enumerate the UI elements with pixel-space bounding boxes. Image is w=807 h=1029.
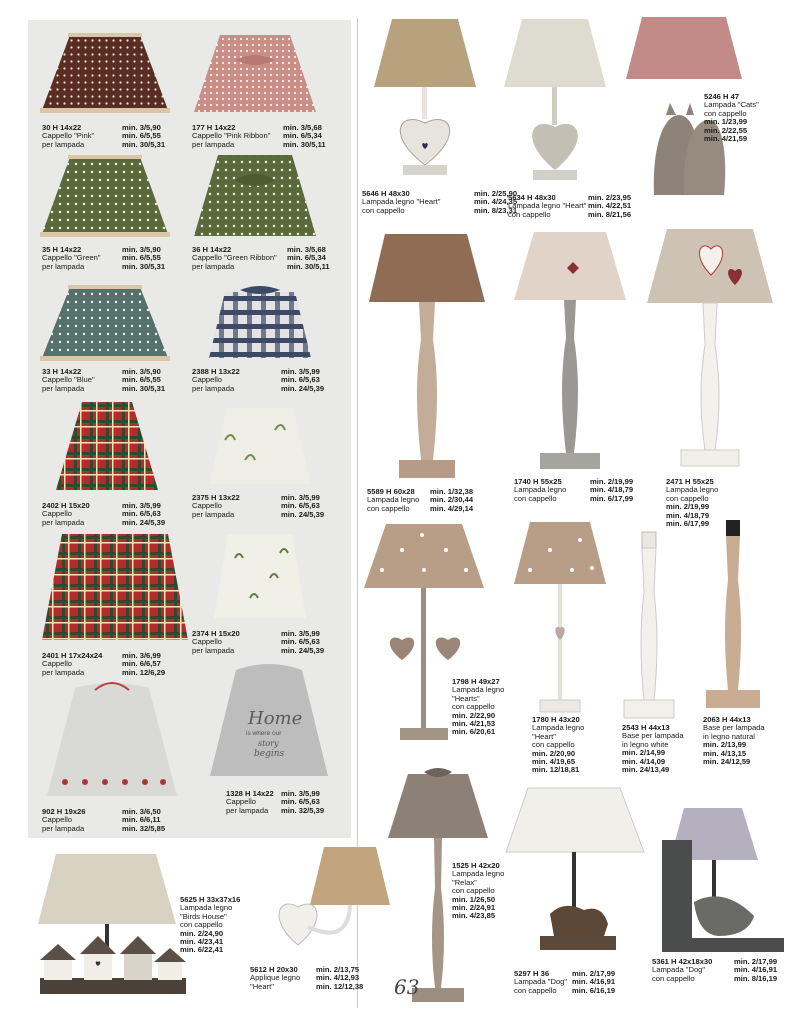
product-price: min. 4/12,93 xyxy=(316,973,360,983)
product-description-line: "Heart" xyxy=(532,731,556,741)
product-code: 2471 H 55x25 xyxy=(666,477,714,486)
product-price: min. 2/22,90 xyxy=(452,710,496,720)
product-price: min. 6/17,99 xyxy=(666,519,710,529)
product-prices-33 xyxy=(122,368,165,393)
product-caption-1780 xyxy=(532,716,584,775)
product-price: min. 2/19,99 xyxy=(666,502,710,512)
page-number: 63 xyxy=(394,975,420,999)
lamp-image-5361 xyxy=(658,806,794,956)
product-prices-5612 xyxy=(316,966,363,991)
product-price: min. 1/26,50 xyxy=(452,894,496,904)
product-prices-2374 xyxy=(281,630,324,655)
product-description-line: con cappello xyxy=(532,740,575,750)
product-price: min. 2/30,44 xyxy=(430,495,474,505)
product-code: 177 H 14x22 xyxy=(192,123,236,132)
lamp-image-5646 xyxy=(370,15,480,187)
product-price: min. 8/23,31 xyxy=(474,205,518,215)
product-description-line: "Hearts" xyxy=(452,693,480,703)
product-description-line: Lampada legno xyxy=(180,903,233,913)
product-price: min. 30/5,31 xyxy=(122,139,166,149)
product-price: min. 6/5,34 xyxy=(283,131,322,141)
product-caption-33 xyxy=(42,368,95,393)
shade-image-902 xyxy=(45,678,179,802)
product-caption-1328 xyxy=(226,790,274,815)
product-description-line: con cappello xyxy=(508,209,551,219)
product-description-line: Lampada legno xyxy=(452,685,505,695)
product-price: min. 2/24,91 xyxy=(452,903,496,913)
product-price: min. 8/21,56 xyxy=(588,209,632,219)
lamp-image-5634 xyxy=(500,15,610,187)
product-price: min. 2/22,55 xyxy=(704,125,748,135)
lamp-image-1780 xyxy=(510,520,610,718)
product-description-line: "Heart" xyxy=(250,981,274,991)
product-price: min. 2/13,99 xyxy=(703,740,747,750)
product-price: min. 2/19,99 xyxy=(590,477,634,486)
product-description-line: Lampada legno xyxy=(367,495,420,505)
product-price: min. 1/23,99 xyxy=(704,117,748,127)
product-prices-35 xyxy=(122,246,165,271)
product-description-line: con cappello xyxy=(514,985,557,995)
product-price: min. 6/5,63 xyxy=(122,509,161,519)
product-code: 902 H 19x26 xyxy=(42,807,86,816)
product-code: 2543 H 44x13 xyxy=(622,723,670,732)
product-description-line: per lampada xyxy=(42,383,85,393)
product-prices-5589 xyxy=(430,488,473,513)
product-price: min. 4/29,14 xyxy=(430,503,474,513)
product-price: min. 24/5,39 xyxy=(122,517,166,527)
product-caption-1798 xyxy=(452,678,504,737)
product-description-line: Base per lampada xyxy=(622,731,684,741)
product-description-line: con cappello xyxy=(180,920,223,930)
product-caption-2543 xyxy=(622,724,684,774)
product-code: 5589 H 60x28 xyxy=(367,487,415,496)
product-code: 2375 H 13x22 xyxy=(192,493,240,502)
product-prices-177 xyxy=(283,124,326,149)
product-price: min. 6/5,63 xyxy=(281,637,320,647)
product-price: min. 3/5,90 xyxy=(122,123,161,132)
product-caption-2471 xyxy=(666,478,718,528)
shade-image-35 xyxy=(40,152,170,242)
product-description-line: in legno natural xyxy=(703,731,755,741)
product-code: 1525 H 42x20 xyxy=(452,861,500,870)
product-description-line: Base per lampada xyxy=(703,723,765,733)
product-code: 2374 H 15x20 xyxy=(192,629,240,638)
product-price: min. 32/5,39 xyxy=(281,805,325,815)
product-price: min. 24/13,49 xyxy=(622,765,670,775)
product-prices-1328 xyxy=(281,790,324,815)
lamp-image-2063 xyxy=(702,520,764,712)
product-description-line: Lampada "Cats" xyxy=(704,100,759,110)
product-description-line: Cappello xyxy=(42,815,72,825)
product-description-line: con cappello xyxy=(367,503,410,513)
product-price: min. 6/5,55 xyxy=(122,131,161,141)
product-caption-1740 xyxy=(514,478,566,503)
shade-image-2388 xyxy=(205,282,315,366)
product-price: min. 12/6,29 xyxy=(122,667,166,677)
product-code: 1328 H 14x22 xyxy=(226,789,274,798)
product-price: min. 6/6,57 xyxy=(122,659,161,669)
product-description-line: con cappello xyxy=(362,205,405,215)
product-price: min. 3/5,90 xyxy=(122,367,161,376)
product-code: 2388 H 13x22 xyxy=(192,367,240,376)
product-caption-5612 xyxy=(250,966,300,991)
product-caption-5589 xyxy=(367,488,419,513)
product-description-line: Cappello "Pink" xyxy=(42,131,95,141)
shade-image-177 xyxy=(190,30,320,120)
home-text-line1: is where our xyxy=(246,730,282,737)
product-description-line: per lampada xyxy=(192,383,235,393)
shade-image-2401 xyxy=(40,530,190,648)
product-description-line: per lampada xyxy=(192,261,235,271)
product-price: min. 4/18,79 xyxy=(666,510,710,520)
product-caption-5297 xyxy=(514,970,567,995)
product-description-line: con cappello xyxy=(452,702,495,712)
product-price: min. 2/14,99 xyxy=(622,748,666,758)
product-code: 1740 H 55x25 xyxy=(514,477,562,486)
shade-image-33 xyxy=(40,282,170,366)
product-price: min. 4/13,15 xyxy=(703,748,747,758)
product-description-line: Applique legno xyxy=(250,973,301,983)
product-description-line: per lampada xyxy=(42,139,85,149)
product-description-line: con cappello xyxy=(666,493,709,503)
product-price: min. 4/14,09 xyxy=(622,756,666,766)
product-caption-2388 xyxy=(192,368,240,393)
product-price: min. 4/16,91 xyxy=(572,977,616,987)
product-caption-36 xyxy=(192,246,277,271)
product-price: min. 6/6,11 xyxy=(122,815,161,825)
product-code: 36 H 14x22 xyxy=(192,245,232,254)
product-caption-2374 xyxy=(192,630,240,655)
product-price: min. 30/5,31 xyxy=(122,261,166,271)
product-description-line: Cappello xyxy=(192,501,222,511)
product-price: min. 3/6,99 xyxy=(122,651,161,660)
product-price: min. 2/17,99 xyxy=(572,969,616,978)
product-code: 2401 H 17x24x24 xyxy=(42,651,103,660)
product-price: min. 6/16,19 xyxy=(572,985,616,995)
shade-image-2402 xyxy=(52,398,162,498)
product-price: min. 24/5,39 xyxy=(281,383,325,393)
product-caption-5246 xyxy=(704,93,759,143)
product-price: min. 4/21,59 xyxy=(704,134,748,144)
product-price: min. 6/22,41 xyxy=(180,945,224,955)
product-description-line: Cappello xyxy=(192,637,222,647)
product-description-line: con cappello xyxy=(514,493,557,503)
product-description-line: Cappello "Blue" xyxy=(42,375,95,385)
product-price: min. 4/19,65 xyxy=(532,757,576,767)
product-caption-5634 xyxy=(508,194,586,219)
product-description-line: per lampada xyxy=(192,139,235,149)
product-price: min. 6/5,55 xyxy=(122,375,161,385)
product-caption-2063 xyxy=(703,716,765,766)
product-description-line: per lampada xyxy=(42,823,85,833)
product-description-line: Lampada legno xyxy=(666,485,719,495)
product-price: min. 6/5,63 xyxy=(281,797,320,807)
product-caption-2401 xyxy=(42,652,102,677)
product-price: min. 3/5,68 xyxy=(283,123,322,132)
product-description-line: Lampada legno "Heart" xyxy=(362,197,441,207)
product-price: min. 4/16,91 xyxy=(734,965,778,975)
product-price: min. 12/18,81 xyxy=(532,765,580,775)
product-description-line: Cappello xyxy=(192,375,222,385)
shade-image-1328 xyxy=(208,660,330,782)
product-price: min. 24/12,59 xyxy=(703,757,751,767)
product-description-line: Cappello "Green Ribbon" xyxy=(192,253,277,263)
product-code: 5634 H 48x30 xyxy=(508,193,556,202)
product-price: min. 6/5,63 xyxy=(281,501,320,511)
product-price: min. 6/20,61 xyxy=(452,727,496,737)
product-caption-2375 xyxy=(192,494,240,519)
lamp-image-5297 xyxy=(504,784,648,964)
product-description-line: in legno white xyxy=(622,739,669,749)
product-price: min. 6/17,99 xyxy=(590,493,634,503)
product-description-line: Cappello "Green" xyxy=(42,253,101,263)
product-price: min. 3/5,68 xyxy=(287,245,326,254)
home-text-line2: story xyxy=(258,739,279,748)
product-description-line: Lampada "Dog" xyxy=(652,965,706,975)
product-description-line: Lampada legno xyxy=(532,723,585,733)
product-prices-30 xyxy=(122,124,165,149)
lamp-image-2543 xyxy=(620,532,678,722)
product-price: min. 2/25,90 xyxy=(474,189,518,198)
product-code: 5612 H 20x30 xyxy=(250,965,298,974)
product-caption-5646 xyxy=(362,190,440,215)
product-code: 1798 H 49x27 xyxy=(452,677,500,686)
product-prices-2401 xyxy=(122,652,165,677)
product-code: 5361 H 42x18x30 xyxy=(652,957,713,966)
product-price: min. 4/22,51 xyxy=(588,201,632,211)
product-caption-35 xyxy=(42,246,101,271)
product-price: min. 3/5,99 xyxy=(281,493,320,502)
shade-image-30 xyxy=(40,30,170,120)
product-description-line: per lampada xyxy=(42,517,85,527)
product-code: 30 H 14x22 xyxy=(42,123,82,132)
product-description-line: per lampada xyxy=(192,645,235,655)
product-prices-5634 xyxy=(588,194,631,219)
product-description-line: con cappello xyxy=(452,886,495,896)
product-price: min. 4/24,35 xyxy=(474,197,518,207)
shade-image-2375 xyxy=(205,400,315,490)
product-caption-5625 xyxy=(180,896,240,955)
product-caption-30 xyxy=(42,124,94,149)
product-caption-5361 xyxy=(652,958,712,983)
shade-image-36 xyxy=(190,150,320,242)
product-price: min. 6/5,34 xyxy=(287,253,326,263)
product-caption-1525 xyxy=(452,862,504,921)
product-code: 5625 H 33x37x16 xyxy=(180,895,241,904)
product-prices-1740 xyxy=(590,478,633,503)
product-caption-2402 xyxy=(42,502,90,527)
product-description-line: "Relax" xyxy=(452,877,477,887)
product-description-line: Lampada legno xyxy=(452,869,505,879)
product-price: min. 32/5,85 xyxy=(122,823,166,833)
product-price: min. 3/5,99 xyxy=(281,367,320,376)
product-description-line: per lampada xyxy=(42,261,85,271)
product-price: min. 8/16,19 xyxy=(734,973,778,983)
product-description-line: con cappello xyxy=(652,973,695,983)
product-price: min. 3/5,99 xyxy=(281,629,320,638)
product-prices-5297 xyxy=(572,970,615,995)
product-price: min. 2/13,75 xyxy=(316,965,360,974)
product-price: min. 30/5,11 xyxy=(287,261,330,271)
product-price: min. 3/5,99 xyxy=(122,501,161,510)
product-price: min. 30/5,11 xyxy=(283,139,326,149)
product-code: 5646 H 48x30 xyxy=(362,189,410,198)
lamp-image-5589 xyxy=(367,230,487,485)
product-description-line: Cappello "Pink Ribbon" xyxy=(192,131,271,141)
product-price: min. 4/23,85 xyxy=(452,911,496,921)
product-price: min. 2/20,90 xyxy=(532,748,576,758)
product-price: min. 24/5,39 xyxy=(281,509,325,519)
product-price: min. 1/32,38 xyxy=(430,487,474,496)
product-prices-5361 xyxy=(734,958,777,983)
product-description-line: Cappello xyxy=(42,659,72,669)
product-description-line: Lampada legno "Heart" xyxy=(508,201,587,211)
lamp-image-2471 xyxy=(645,225,775,475)
product-code: 1780 H 43x20 xyxy=(532,715,580,724)
product-prices-2388 xyxy=(281,368,324,393)
product-code: 2063 H 44x13 xyxy=(703,715,751,724)
product-price: min. 24/5,39 xyxy=(281,645,325,655)
product-price: min. 2/17,99 xyxy=(734,957,778,966)
product-description-line: Lampada "Dog" xyxy=(514,977,568,987)
product-price: min. 4/21,53 xyxy=(452,719,496,729)
product-price: min. 3/5,90 xyxy=(122,245,161,254)
product-price: min. 4/18,79 xyxy=(590,485,634,495)
product-price: min. 6/5,55 xyxy=(122,253,161,263)
product-code: 35 H 14x22 xyxy=(42,245,82,254)
product-prices-2402 xyxy=(122,502,165,527)
product-description-line: per lampada xyxy=(42,667,85,677)
product-prices-2375 xyxy=(281,494,324,519)
product-caption-902 xyxy=(42,808,86,833)
product-prices-36 xyxy=(287,246,330,271)
product-price: min. 4/23,41 xyxy=(180,937,224,947)
product-price: min. 6/5,63 xyxy=(281,375,320,385)
product-description-line: per lampada xyxy=(192,509,235,519)
home-text-big: Home xyxy=(248,708,303,729)
lamp-image-1740 xyxy=(512,228,628,478)
product-description-line: Cappello xyxy=(226,797,256,807)
product-description-line: per lampada xyxy=(226,805,269,815)
product-description-line: Cappello xyxy=(42,509,72,519)
product-caption-177 xyxy=(192,124,270,149)
lamp-image-5612 xyxy=(268,845,394,955)
product-description-line: Lampada legno xyxy=(514,485,567,495)
product-price: min. 12/12,38 xyxy=(316,981,364,991)
product-price: min. 2/23,95 xyxy=(588,193,632,202)
product-price: min. 2/24,90 xyxy=(180,928,224,938)
product-code: 5246 H 47 xyxy=(704,92,740,101)
product-description-line: con cappello xyxy=(704,108,747,118)
product-price: min. 3/6,50 xyxy=(122,807,161,816)
product-prices-902 xyxy=(122,808,165,833)
product-price: min. 3/5,99 xyxy=(281,789,320,798)
product-code: 2402 H 15x20 xyxy=(42,501,90,510)
lamp-image-5625 xyxy=(36,850,186,1000)
product-code: 33 H 14x22 xyxy=(42,367,82,376)
product-description-line: "Birds House" xyxy=(180,911,227,921)
product-code: 5297 H 36 xyxy=(514,969,550,978)
home-text-line3: begins xyxy=(254,749,285,759)
product-price: min. 30/5,31 xyxy=(122,383,166,393)
shade-image-2374 xyxy=(210,528,310,624)
